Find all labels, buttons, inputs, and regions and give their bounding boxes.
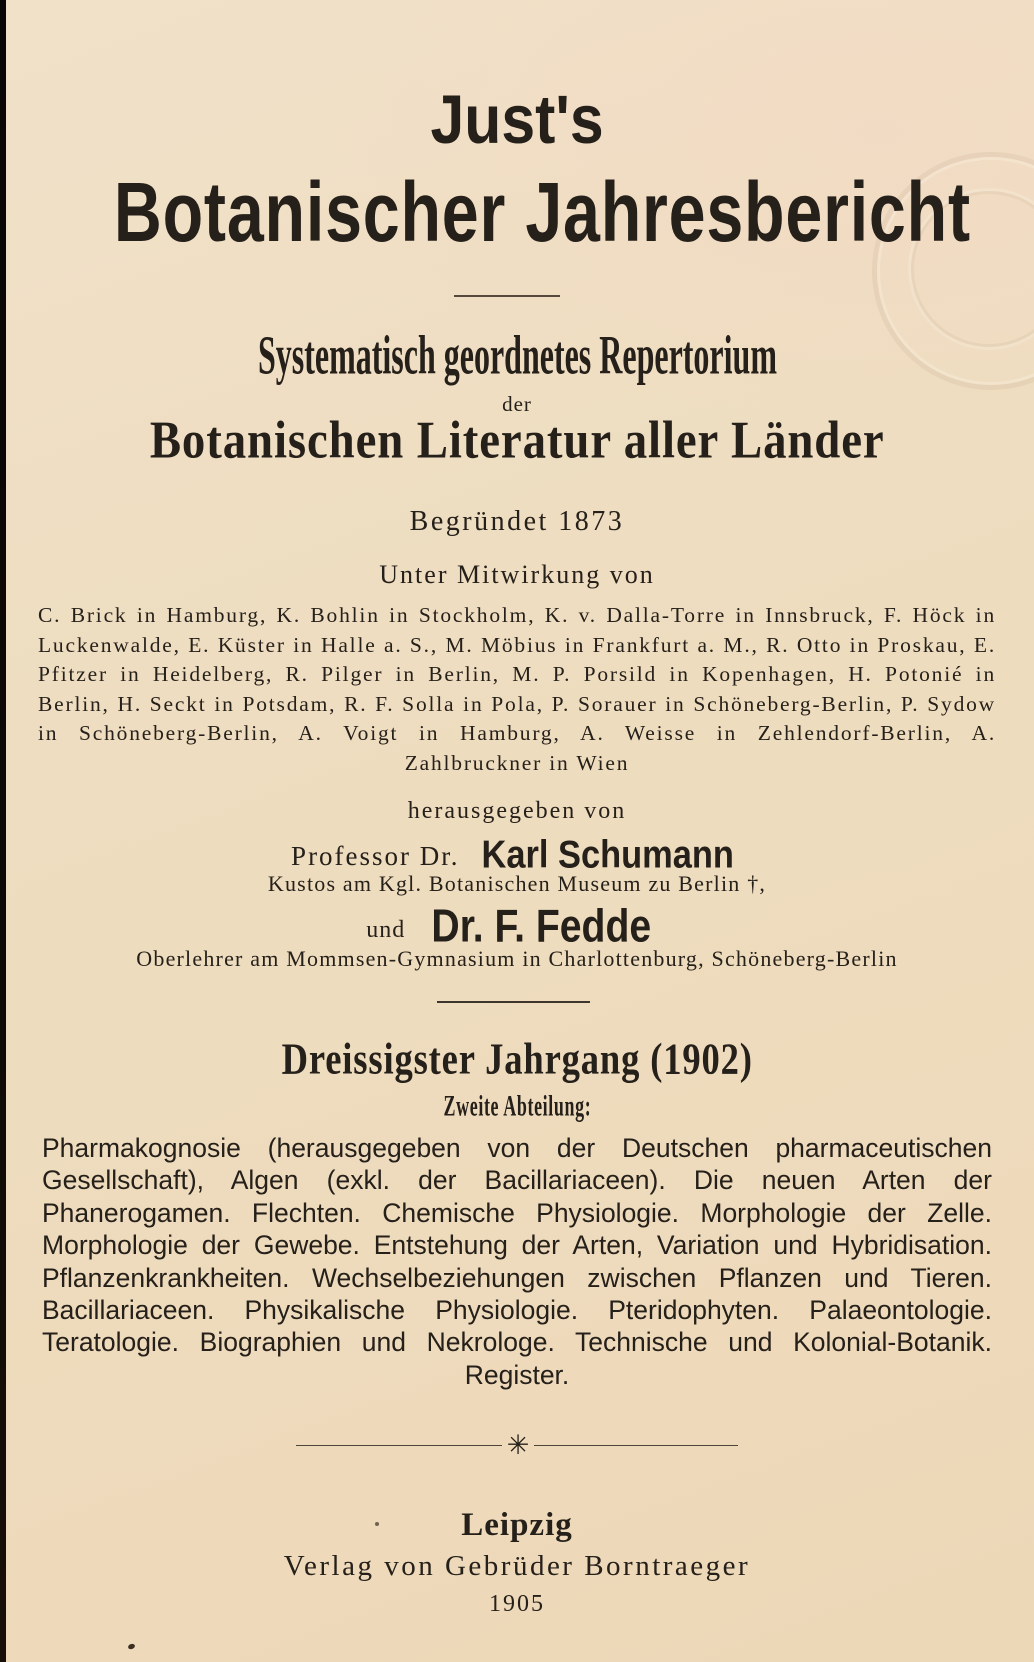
founded-note: Begründet 1873 [409,506,625,537]
contributors-list: C. Brick in Hamburg, K. Bohlin in Stockholm, K. v. Dalla-Torre in Innsbruck, F. Höck in Luckenwalde, E. Küster in Halle a. S., M. Möbius in Frankfurt a. M., R. Otto in Proskau, E. Pfitzer in Heidelberg, R. Pilger in Berlin, M. P. Porsild in Kopenhagen, H. Potonié in Berlin, H. Seckt in Potsdam, R. F. Solla in Pola, P. Sorauer in Schöneberg-Berlin, P. Sydow in Schöneberg-Berlin, A. Voigt in Hamburg, A. Weisse in Zehlendorf-Berlin, A. Zahlbruckner in Wien [38,603,996,775]
editor1-line [0,833,1034,876]
subtitle-line2-text: Botanischen Literatur aller Länder [149,411,885,470]
divider-line-left [296,1445,502,1446]
title-rule [454,295,560,297]
part-label [0,1090,1034,1123]
paper-speck [375,1522,379,1526]
editor2-prefix: und [366,917,406,943]
subtitle-line1 [0,324,1034,386]
editors-rule [437,1001,590,1003]
main-title [0,165,1034,259]
editor2-name-text: Dr. F. Fedde [431,899,652,952]
contributors-intro: Unter Mitwirkung von [379,560,655,589]
divider-line-right [534,1445,738,1446]
part-label-text: Zweite Abteilung: [443,1090,591,1123]
editors-intro: herausgegeben von [407,798,627,824]
editor1-affiliation: Kustos am Kgl. Botanischen Museum zu Berlin †, [267,871,767,896]
imprint-year: 1905 [489,1591,545,1617]
main-title-text: Botanischer Jahresbericht [113,165,971,259]
subtitle-line2 [0,411,1034,470]
imprint-publisher: Verlag von Gebrüder Borntraeger [283,1550,751,1582]
volume-title-text: Dreissigster Jahrgang (1902) [281,1035,753,1084]
editor2-line [0,899,1034,952]
series-title-text: Just's [430,80,604,158]
imprint-city: Leipzig [461,1507,573,1543]
fleuron-icon: ✳ [506,1430,530,1461]
subtitle-connector: der [502,392,532,416]
editor1-name [472,834,743,875]
ornamental-divider [0,1432,1034,1459]
contents-summary: Pharmakognosie (herausgegeben von der Deutschen pharmaceutischen Gesellschaft), Algen (exkl. der Bacillariaceen). Die neuen Arten der Phanerogamen. Flechten. Chemische Physiologie. Morphologie der Zelle. Morphologie der Gewebe. Entstehung der Arten, Variation und Hybridisation. Pflanzenkrankheiten. Wechselbeziehungen zwischen Pflanzen und Tieren. Bacillariaceen. Physikalische Physiologie. Pteridophyten. Palaeontologie. Teratologie. Biographien und Nekrologe. Technische und Kolonial-Botanik. Register. [42,1133,992,1390]
editor1-prefix: Professor Dr. [291,841,460,871]
paper-speck [127,1643,135,1650]
editor2-name [415,900,668,951]
subtitle-line1-text: Systematisch geordnetes Repertorium [257,324,777,386]
series-title [0,80,1034,158]
editor2-affiliation: Oberlehrer am Mommsen-Gymnasium in Charlottenburg, Schöneberg-Berlin [136,946,898,971]
editor1-name-text: Karl Schumann [481,833,734,876]
volume-title [0,1035,1034,1084]
